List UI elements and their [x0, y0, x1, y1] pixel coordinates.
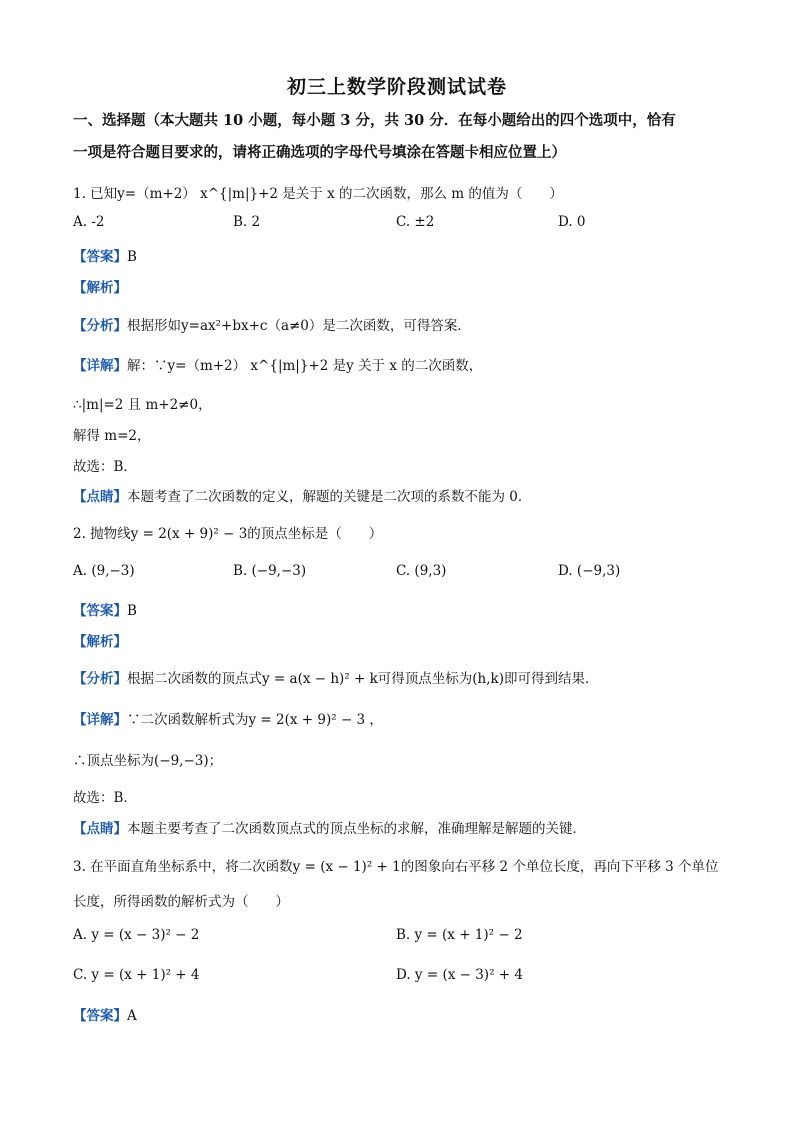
- section-instructions-line-2: 一项是符合题目要求的，请将正确选项的字母代号填涂在答题卡相应位置上）: [73, 144, 566, 161]
- fenxi-label: 【分析】: [73, 318, 127, 334]
- q2-answer-value: B: [127, 603, 137, 619]
- q1-analysis: [73, 314, 471, 334]
- q1-answer-value: B: [127, 249, 137, 265]
- xiangjie-label: 【详解】: [73, 712, 127, 728]
- exam-title: 初三上数学阶段测试试卷: [286, 76, 507, 98]
- q2-analysis-text: 根据二次函数的顶点式y = a(x − h)² + k可得顶点坐标为(h,k)即可得到结果．: [127, 671, 599, 687]
- answer-label: 【答案】: [73, 603, 127, 619]
- q1-detail-2: ∴|m|=2 且 m+2≠0，: [73, 397, 212, 413]
- fenxi-label: 【分析】: [73, 671, 127, 687]
- q1-analysis-text: 根据形如y=ax²+bx+c（a≠0）是二次函数，可得答案．: [127, 318, 471, 334]
- jiexi-label: 【解析】: [73, 634, 127, 650]
- q3-stem-line-1: 3. 在平面直角坐标系中，将二次函数y = (x − 1)² + 1的图象向右平移 2 个单位长度，再向下平移 3 个单位: [73, 859, 719, 875]
- answer-label: 【答案】: [73, 249, 127, 265]
- q3-option-d: D. y = (x − 3)² + 4: [396, 967, 523, 983]
- answer-label: 【答案】: [73, 1008, 127, 1024]
- q1-option-a: A. -2: [73, 214, 105, 230]
- q1-option-d: D. 0: [558, 214, 586, 230]
- q3-option-a: A. y = (x − 3)² − 2: [73, 927, 200, 943]
- q1-comment-text: 本题考查了二次函数的定义，解题的关键是二次项的系数不能为 0．: [127, 489, 532, 505]
- dianjing-label: 【点睛】: [73, 489, 127, 505]
- q2-answer: [73, 599, 137, 619]
- q1-comment: [73, 485, 531, 505]
- q2-option-c: C. (9,3): [396, 563, 447, 579]
- q1-detail-text-1: 解：∵y=（m+2） x^{|m|}+2 是y 关于 x 的二次函数，: [127, 358, 483, 374]
- xiangjie-label: 【详解】: [73, 358, 127, 374]
- q2-option-b: B. (−9,−3): [233, 563, 307, 579]
- q1-detail-4: 故选：B．: [73, 459, 137, 475]
- q3-option-c: C. y = (x + 1)² + 4: [73, 967, 200, 983]
- q1-answer: [73, 245, 137, 265]
- q1-detail-1: [73, 354, 482, 374]
- q2-stem: 2. 抛物线y = 2(x + 9)² − 3的顶点坐标是（ ）: [73, 526, 383, 542]
- q1-stem-text: 1. 已知y=（m+2） x^{|m|}+2 是关于 x 的二次函数，那么 m 的值为（ ）: [73, 186, 563, 202]
- q2-option-d: D. (−9,3): [558, 563, 621, 579]
- dianjing-label: 【点睛】: [73, 821, 127, 837]
- q1-jiexi-label: [73, 276, 127, 296]
- q2-jiexi-label: [73, 630, 127, 650]
- section-instructions-line-1: 一、选择题（本大题共 10 小题，每小题 3 分，共 30 分．在每小题给出的四个选项中，恰有: [73, 112, 676, 129]
- q2-analysis: [73, 667, 599, 687]
- q3-option-b: B. y = (x + 1)² − 2: [396, 927, 523, 943]
- q3-stem-line-2: 长度，所得函数的解析式为（ ）: [73, 894, 289, 910]
- q3-answer-value: A: [127, 1008, 137, 1024]
- q2-detail-3: 故选：B．: [73, 790, 137, 806]
- q2-detail-1: [73, 708, 383, 728]
- jiexi-label: 【解析】: [73, 280, 127, 296]
- q2-option-a: A. (9,−3): [73, 563, 135, 579]
- q2-comment: [73, 817, 586, 837]
- q2-detail-2: ∴顶点坐标为(−9,−3)；: [73, 753, 223, 769]
- q3-answer: [73, 1004, 137, 1024]
- q1-stem: [73, 182, 563, 202]
- q2-detail-text-1: ∵二次函数解析式为y = 2(x + 9)² − 3 ，: [127, 712, 383, 728]
- q1-detail-3: 解得 m=2，: [73, 428, 151, 444]
- q1-option-c: C. ±2: [396, 214, 435, 230]
- q1-option-b: B. 2: [233, 214, 261, 230]
- q2-comment-text: 本题主要考查了二次函数顶点式的顶点坐标的求解，准确理解是解题的关键．: [127, 821, 586, 837]
